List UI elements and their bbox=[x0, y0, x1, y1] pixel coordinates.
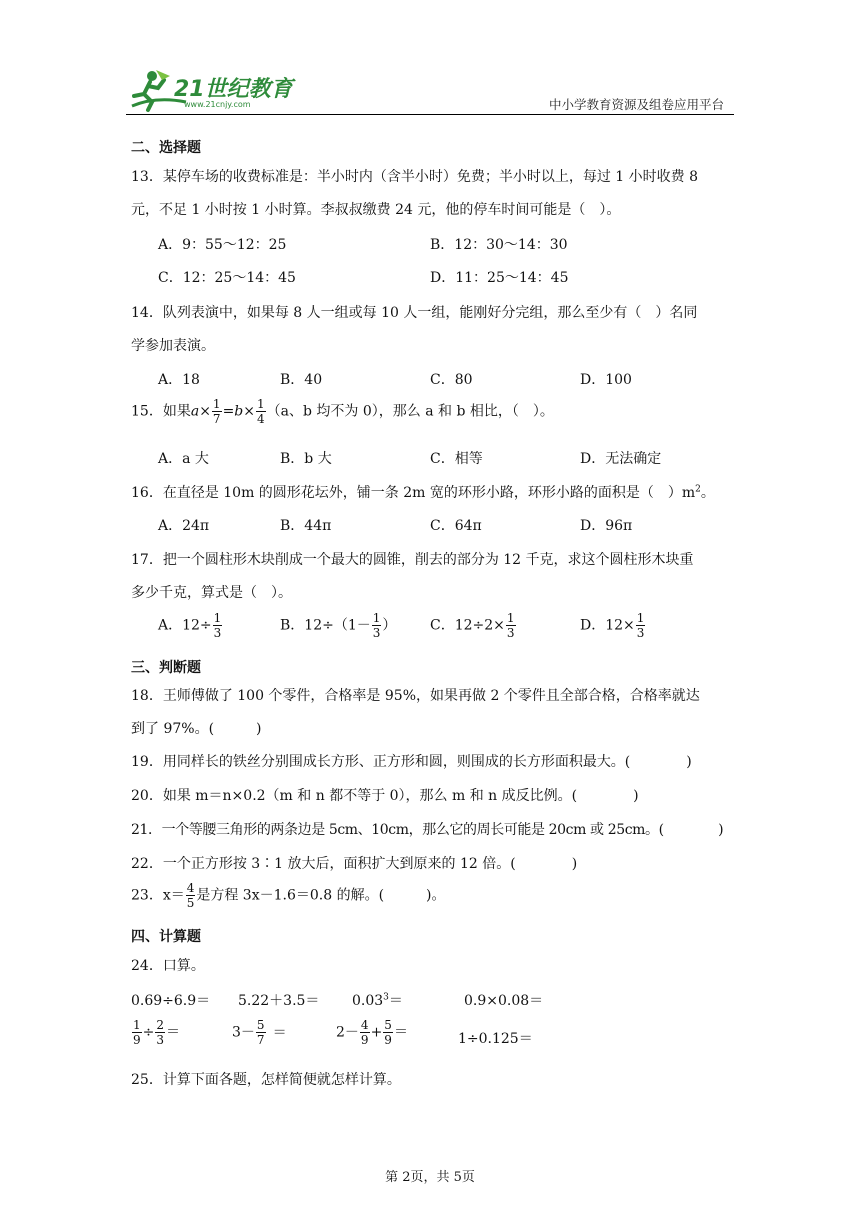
logo-url: www.21cnjy.com bbox=[184, 100, 251, 109]
q25-text: 25．计算下面各题，怎样简便就怎样计算。 bbox=[131, 1072, 401, 1088]
q18-line2: 到了 97%。( ) bbox=[131, 721, 262, 737]
q13-option-b: B．12：30～14：30 bbox=[430, 237, 568, 253]
section-judge-title: 三、判断题 bbox=[131, 660, 201, 676]
logo-text: 21世纪教育 bbox=[174, 77, 293, 102]
q23-text: 23．x＝ $\frac{4}{5}$ 是方程 3x－1.6＝0.8 的解。( )。 bbox=[131, 881, 446, 910]
q17-line2: 多少千克，算式是（ ）。 bbox=[131, 585, 292, 601]
q14-option-a: A．18 bbox=[158, 372, 200, 388]
q15-stem: 15．如果a× $\frac{1}{7}$ =b× $\frac{1}{4}$ （a、b 均不为 0），那么 a 和 b 相比，（ ）。 bbox=[131, 397, 554, 426]
page-number: 第 2页，共 5页 bbox=[385, 1170, 475, 1185]
q15-option-a: A．a 大 bbox=[158, 451, 209, 467]
q15-option-b: B．b 大 bbox=[280, 451, 332, 467]
q13-line1: 13．某停车场的收费标准是：半小时内（含半小时）免费；半小时以上，每过 1 小时收费 8 bbox=[131, 169, 698, 185]
q16-option-b: B．44π bbox=[280, 518, 332, 534]
q13-option-a: A．9：55～12：25 bbox=[158, 237, 287, 253]
q24-item-4: 0.9×0.08＝ bbox=[464, 993, 544, 1009]
q15-fraction-1: $\frac{1}{7}$ bbox=[212, 397, 221, 426]
q17-option-d: D．12× $\frac{1}{3}$ bbox=[580, 611, 645, 640]
q24-item-2: 5.22＋3.5＝ bbox=[238, 993, 320, 1009]
q15-fraction-2: $\frac{1}{4}$ bbox=[257, 397, 265, 426]
q13-line2: 元，不足 1 小时按 1 小时算。李叔叔缴费 24 元，他的停车时间可能是（ ）。 bbox=[131, 202, 621, 218]
section-calc-title: 四、计算题 bbox=[131, 929, 201, 945]
q24-title: 24．口算。 bbox=[131, 958, 205, 974]
q16-option-d: D．96π bbox=[580, 518, 633, 534]
q24-item-6: 3－ $\frac{5}{7}$ ＝ bbox=[232, 1018, 287, 1047]
q24-item-7: 2－ $\frac{4}{9}$ + $\frac{5}{9}$ ＝ bbox=[336, 1018, 408, 1047]
q24-item-1: 0.69÷6.9＝ bbox=[131, 993, 211, 1009]
q14-line2: 学参加表演。 bbox=[131, 338, 215, 354]
q16-stem: 16．在直径是 10m 的圆形花坛外，铺一条 2m 宽的环形小路，环形小路的面积是（ ）$m^2$。 bbox=[131, 484, 715, 501]
q22-text: 22．一个正方形按 3∶1 放大后，面积扩大到原来的 12 倍。( ) bbox=[131, 856, 578, 872]
q17-line1: 17．把一个圆柱形木块削成一个最大的圆锥，削去的部分为 12 千克，求这个圆柱形木块重 bbox=[131, 552, 694, 568]
q14-option-b: B．40 bbox=[280, 372, 323, 388]
q17-option-c: C．12÷2× $\frac{1}{3}$ bbox=[430, 611, 515, 640]
q16-option-a: A．24π bbox=[158, 518, 210, 534]
q13-option-d: D．11：25～14：45 bbox=[430, 270, 569, 286]
logo bbox=[126, 66, 326, 116]
header-divider bbox=[126, 114, 734, 115]
platform-name: 中小学教育资源及组卷应用平台 bbox=[548, 97, 724, 112]
q16-option-c: C．64π bbox=[430, 518, 482, 534]
q14-option-c: C．80 bbox=[430, 372, 473, 388]
q24-item-5: $\frac{1}{9}$ ÷ $\frac{2}{3}$ ＝ bbox=[133, 1018, 181, 1047]
q20-text: 20．如果 m＝n×0.2（m 和 n 都不等于 0），那么 m 和 n 成反比例。( ) bbox=[131, 788, 639, 804]
q17-option-b: B．12÷（1－ $\frac{1}{3}$ ） bbox=[280, 611, 397, 640]
q18-line1: 18．王师傅做了 100 个零件，合格率是 95%，如果再做 2 个零件且全部合格，合格率就达 bbox=[131, 688, 700, 704]
q19-text: 19．用同样长的铁丝分别围成长方形、正方形和圆，则围成的长方形面积最大。( ) bbox=[131, 754, 692, 770]
q15-option-d: D．无法确定 bbox=[580, 451, 662, 467]
q24-item-3: $0.03^3=$ bbox=[352, 992, 403, 1009]
section-choice-title: 二、选择题 bbox=[131, 140, 201, 156]
q15-option-c: C．相等 bbox=[430, 451, 483, 467]
q24-item-8: 1÷0.125＝ bbox=[458, 1031, 533, 1047]
q14-line1: 14．队列表演中，如果每 8 人一组或每 10 人一组，能刚好分完组，那么至少有（ ）名同 bbox=[131, 305, 698, 321]
q21-text: 21．一个等腰三角形的两条边是 5cm、10cm，那么它的周长可能是 20cm 或 25cm。( ) bbox=[131, 822, 724, 838]
q14-option-d: D．100 bbox=[580, 372, 632, 388]
q13-option-c: C．12：25～14：45 bbox=[158, 270, 296, 286]
q17-option-a: A．12÷ $\frac{1}{3}$ bbox=[158, 611, 222, 640]
